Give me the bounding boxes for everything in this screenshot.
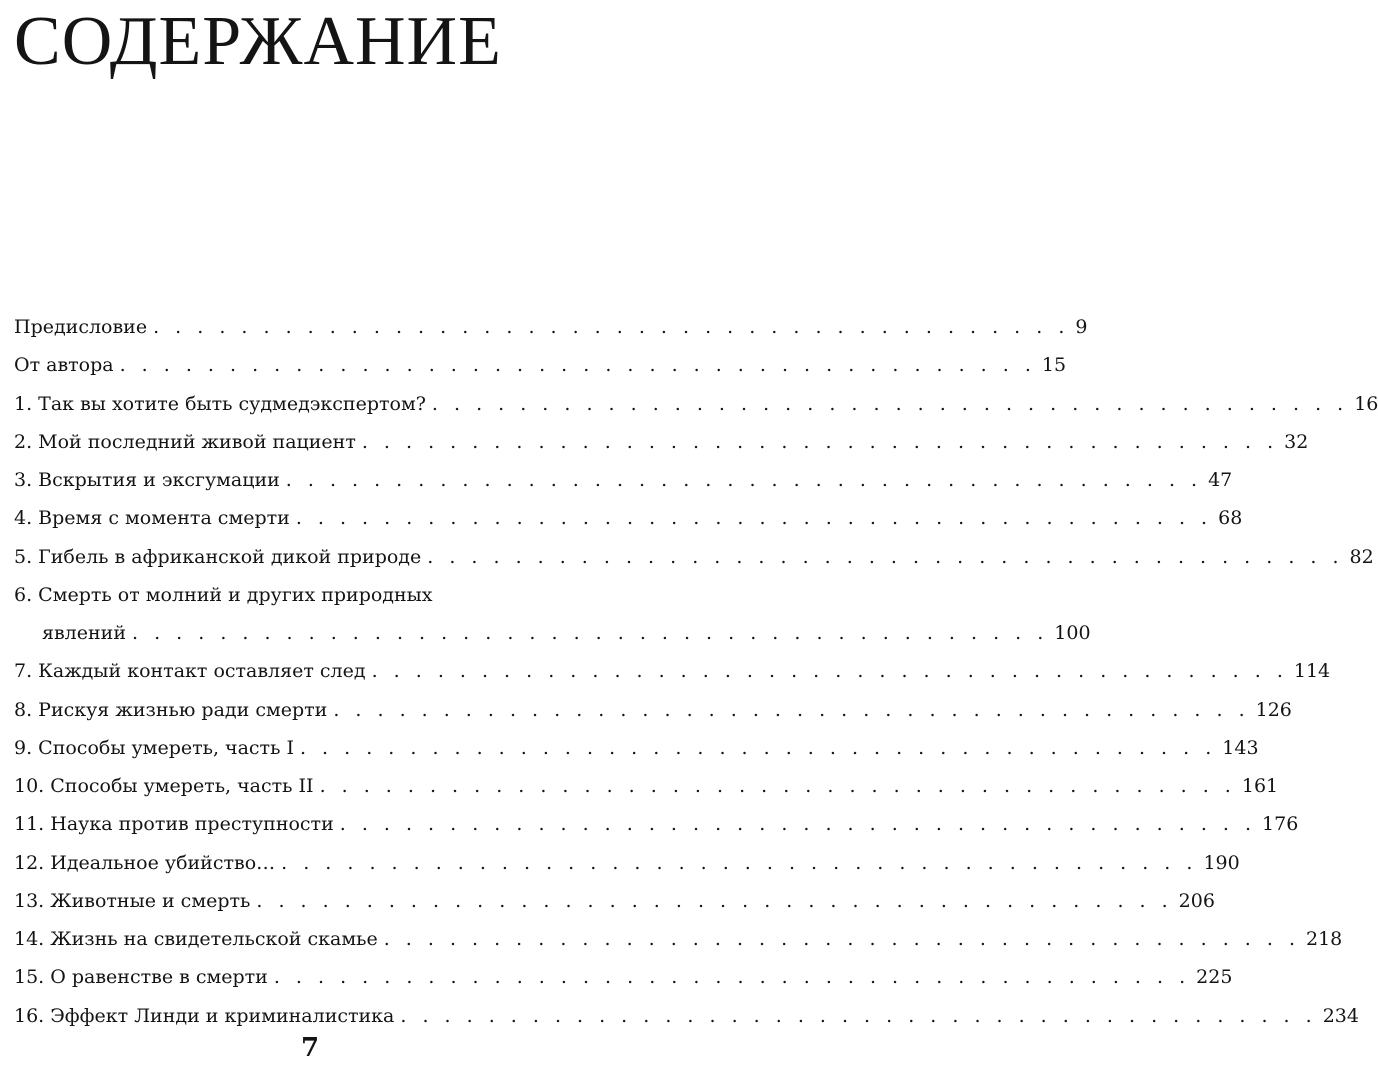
dot-leader: . . . . . . . . . . . . . . . . . . . . . . . . . . . . . . . . . . . . . . . . . . — [383, 928, 1300, 950]
dot-leader: . . . . . . . . . . . . . . . . . . . . . . . . . . . . . . . . . . . . . . . . . . — [371, 660, 1288, 683]
toc-entry-title: 5. Гибель в африканской дикой природе — [14, 545, 422, 568]
toc-entry-title: 12. Идеальное убийство… — [14, 851, 276, 874]
toc-entry[interactable] — [14, 767, 1279, 805]
toc-entry-title: 11. Наука против преступности — [14, 813, 334, 836]
toc-entry[interactable] — [14, 346, 1067, 384]
dot-leader: . . . . . . . . . . . . . . . . . . . . . . . . . . . . . . . . . . . . . . . . . . — [333, 698, 1250, 721]
toc-entry[interactable] — [14, 385, 1378, 423]
toc-entry[interactable] — [14, 423, 1309, 461]
dot-leader: . . . . . . . . . . . . . . . . . . . . . . . . . . . . . . . . . . . . . . . . . . — [299, 736, 1217, 759]
toc-entry-page: 218 — [1306, 928, 1343, 950]
toc-entry-page: 190 — [1203, 851, 1240, 874]
toc-entry-page: 100 — [1054, 622, 1091, 644]
toc-entry-title: 7. Каждый контакт оставляет след — [14, 660, 366, 683]
toc-entry[interactable] — [14, 576, 606, 614]
toc-entry-page: 176 — [1262, 813, 1299, 836]
toc-entry[interactable] — [14, 958, 1233, 996]
toc-entry[interactable] — [14, 461, 1233, 499]
dot-leader: . . . . . . . . . . . . . . . . . . . . . . . . . . . . . . . . . . . . . . . . . . — [281, 851, 1198, 874]
toc-entry[interactable] — [14, 691, 1292, 729]
toc-entry-title: 2. Мой последний живой пациент — [14, 430, 356, 453]
toc-entry-title: 3. Вскрытия и эксгумации — [14, 469, 280, 491]
toc-entry-title: 16. Эффект Линди и криминалистика — [14, 1004, 395, 1027]
toc-entry-continuation[interactable] — [14, 614, 1091, 652]
dot-leader: . . . . . . . . . . . . . . . . . . . . . . . . . . . . . . . . . . . . . . . . . . — [427, 545, 1344, 568]
toc-entry-page: 143 — [1222, 736, 1259, 759]
toc-entry-page: 234 — [1322, 1004, 1359, 1027]
toc-entry-title: 10. Способы умереть, часть II — [14, 775, 314, 797]
toc-entry[interactable] — [14, 308, 1088, 346]
toc-entry[interactable] — [14, 499, 1243, 537]
toc-entry-page: 114 — [1293, 660, 1331, 683]
toc-entry[interactable] — [14, 652, 1331, 690]
toc-entry[interactable] — [14, 729, 1259, 767]
page-number: 7 — [300, 1033, 320, 1063]
toc-entry-title: 13. Животные и смерть — [14, 889, 251, 912]
toc-entry-page: 68 — [1218, 507, 1243, 530]
toc-entry-page: 161 — [1241, 775, 1279, 797]
dot-leader: . . . . . . . . . . . . . . . . . . . . . . . . . . . . . . . . . . . . . . . . . . — [132, 622, 1049, 644]
toc-entry-page: 32 — [1284, 430, 1309, 453]
toc-entry-title: Предисловие — [14, 316, 148, 338]
dot-leader: . . . . . . . . . . . . . . . . . . . . . . . . . . . . . . . . . . . . . . . . . . — [285, 469, 1203, 491]
toc-entry-title: 8. Рискуя жизнью ради смерти — [14, 698, 328, 721]
toc-entry-page: 225 — [1196, 966, 1233, 989]
dot-leader: . . . . . . . . . . . . . . . . . . . . . . . . . . . . . . . . . . . . . . . . . . — [256, 889, 1173, 912]
toc-entry[interactable] — [14, 844, 1240, 882]
dot-leader: . . . . . . . . . . . . . . . . . . . . . . . . . . . . . . . . . . . . . . . . . . — [295, 507, 1213, 530]
toc-entry-page: 47 — [1208, 469, 1233, 491]
toc-entry-title: явлений — [42, 622, 126, 644]
toc-entry[interactable] — [14, 805, 1299, 843]
toc-entry-title: 4. Время с момента смерти — [14, 507, 290, 530]
dot-leader: . . . . . . . . . . . . . . . . . . . . . . . . . . . . . . . . . . . . . . . . . . — [361, 430, 1279, 453]
toc-entry[interactable] — [14, 882, 1215, 920]
dot-leader: . . . . . . . . . . . . . . . . . . . . . . . . . . . . . . . . . . . . . . . . . . — [319, 775, 1236, 797]
dot-leader: . . . . . . . . . . . . . . . . . . . . . . . . . . . . . . . . . . . . . . . . . . — [431, 392, 1349, 415]
toc-entry[interactable] — [14, 920, 1343, 958]
toc-entry-page: 206 — [1178, 889, 1215, 912]
dot-leader: . . . . . . . . . . . . . . . . . . . . . . . . . . . . . . . . . . . . . . . . . . — [153, 316, 1070, 338]
toc-entry-page: 82 — [1349, 545, 1374, 568]
toc-entry-title: 1. Так вы хотите быть судмедэкспертом? — [14, 392, 426, 415]
page-title: СОДЕРЖАНИЕ — [14, 3, 502, 80]
dot-leader: . . . . . . . . . . . . . . . . . . . . . . . . . . . . . . . . . . . . . . . . . . — [339, 813, 1257, 836]
toc-entry-title: 15. О равенстве в смерти — [14, 966, 268, 989]
dot-leader: . . . . . . . . . . . . . . . . . . . . . . . . . . . . . . . . . . . . . . . . . . — [400, 1004, 1317, 1027]
dot-leader: . . . . . . . . . . . . . . . . . . . . . . . . . . . . . . . . . . . . . . . . . . — [273, 966, 1191, 989]
toc-entry-title: 6. Смерть от молний и других природных — [14, 583, 433, 606]
table-of-contents — [14, 308, 1378, 1035]
toc-entry-title: От автора — [14, 354, 114, 377]
toc-entry-page: 9 — [1075, 316, 1088, 338]
toc-entry-page: 126 — [1255, 698, 1292, 721]
toc-entry[interactable] — [14, 997, 1359, 1035]
toc-entry-title: 14. Жизнь на свидетельской скамье — [14, 928, 378, 950]
dot-leader: . . . . . . . . . . . . . . . . . . . . . . . . . . . . . . . . . . . . . . . . . . — [119, 354, 1036, 377]
toc-entry[interactable] — [14, 538, 1374, 576]
toc-entry-title: 9. Способы умереть, часть I — [14, 736, 294, 759]
toc-entry-page: 16 — [1354, 392, 1378, 415]
toc-entry-page: 15 — [1041, 354, 1067, 377]
